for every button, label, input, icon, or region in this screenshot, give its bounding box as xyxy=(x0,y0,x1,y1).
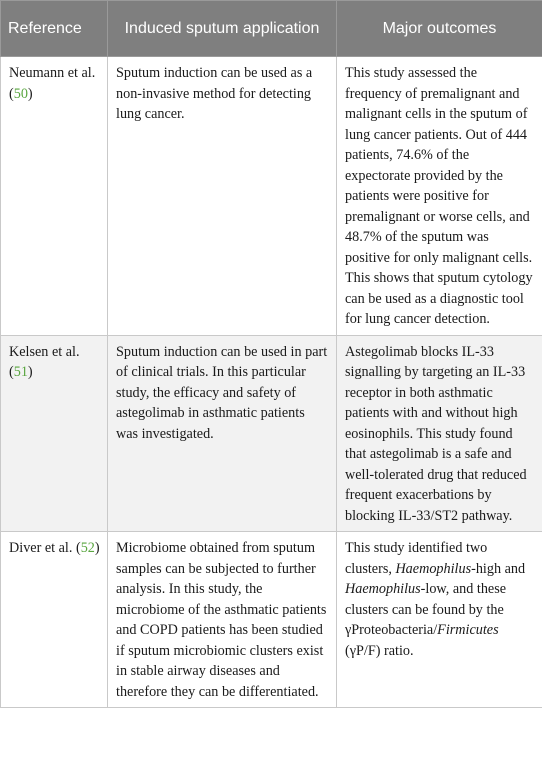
header-outcomes: Major outcomes xyxy=(337,1,542,57)
header-row xyxy=(1,1,542,57)
outcome-cell xyxy=(337,532,542,708)
citation-link[interactable]: 51 xyxy=(13,364,28,380)
outcome-cell: This study assessed the frequency of premalignant and malignant cells in the sputum of lung cancer patients. Out of 444 patients, 74.6% of the expectorate provided by the patients were positive for premalignant or worse cells, and 48.7% of the sputum was positive for only malignant cells. This shows that sputum cytology can be used as a diagnostic tool for lung cancer detection. xyxy=(337,57,542,336)
genus-name: Haemophilus xyxy=(345,581,421,597)
outcome-text: -high and xyxy=(471,560,526,577)
application-cell: Sputum induction can be used as a non-invasive method for detecting lung cancer. xyxy=(108,57,337,336)
reference-cell xyxy=(1,335,108,532)
reference-text: Kelsen et al. ( xyxy=(9,343,80,380)
reference-cell xyxy=(1,532,108,708)
reference-close: ) xyxy=(94,540,100,556)
reference-text: Diver et al. ( xyxy=(9,540,81,556)
outcome-text: -low, and these clusters can be found by the γProteobacteria/ xyxy=(345,581,507,638)
reference-close: ) xyxy=(27,364,33,380)
genus-name: Haemophilus xyxy=(395,560,472,577)
application-cell: Sputum induction can be used in part of clinical trials. In this particular study, the efficacy and safety of astegolimab in asthmatic patients was investigated. xyxy=(108,335,337,532)
outcome-cell: Astegolimab blocks IL-33 signalling by targeting an IL-33 receptor in both asthmatic patients with and without high eosinophils. This study found that astegolimab is a safe and well-tolerated drug that reduced frequent exacerbations by blocking IL-33/ST2 pathway. xyxy=(337,335,542,532)
application-cell: Microbiome obtained from sputum samples can be subjected to further analysis. In this study, the microbiome of the asthmatic patients and COPD patients has been studied if sputum microbiomic clusters exist in stable airway diseases and therefore they can be differentiated. xyxy=(108,532,337,708)
outcome-text: (γP/F) ratio. xyxy=(345,642,414,659)
citation-link[interactable]: 50 xyxy=(13,85,28,102)
table-row xyxy=(1,57,542,336)
reference-text: Neumann et al. ( xyxy=(9,65,96,102)
table-row xyxy=(1,532,542,708)
phylum-name: Firmicutes xyxy=(437,622,499,638)
reference-cell xyxy=(1,57,108,336)
header-reference: Reference xyxy=(1,1,108,57)
table-row xyxy=(1,335,542,532)
outcome-text: This study identified two clusters, xyxy=(345,540,488,577)
header-application: Induced sputum application xyxy=(108,1,337,57)
reference-close: ) xyxy=(27,85,33,102)
citation-link[interactable]: 52 xyxy=(80,540,95,556)
